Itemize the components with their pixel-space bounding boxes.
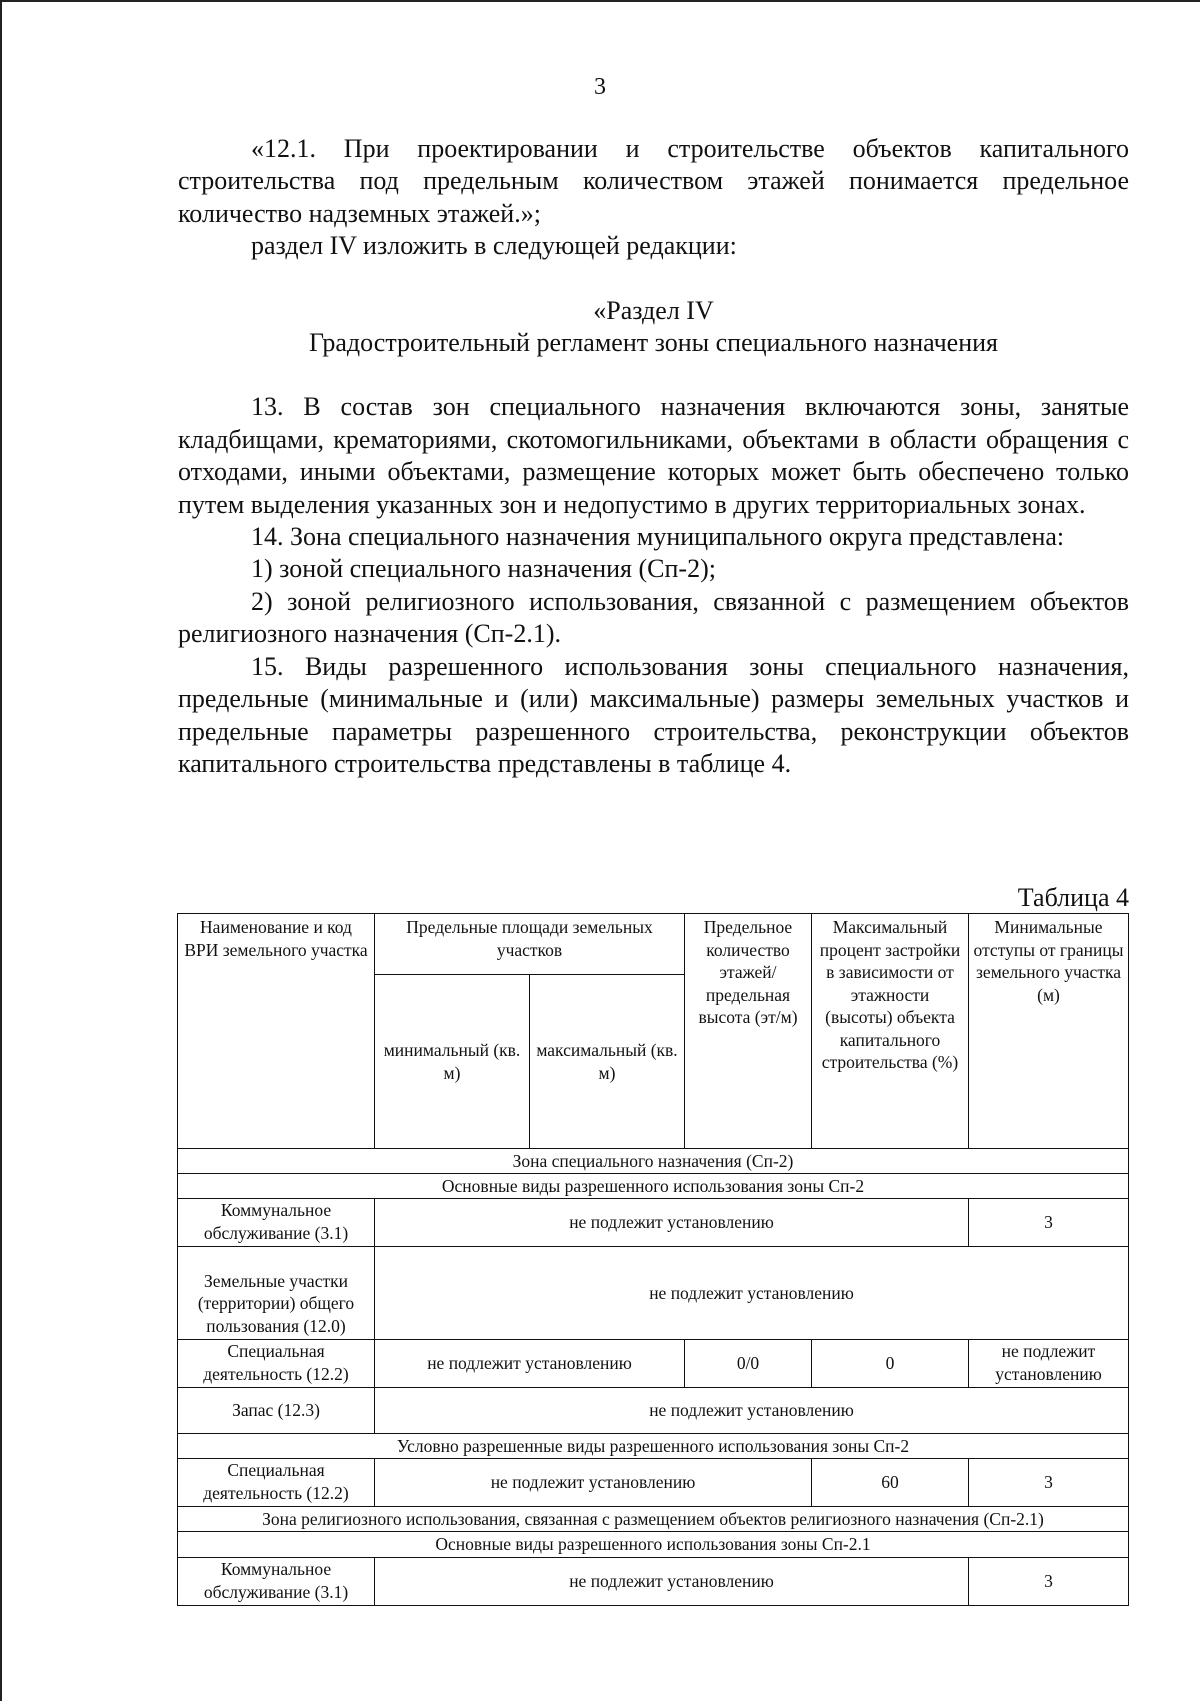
table-row	[178, 1558, 1129, 1606]
paragraph-14-1: 1) зоной специального назначения (Сп-2);	[251, 554, 716, 584]
row-value: не подлежит установлению	[375, 1247, 1129, 1340]
table-row	[178, 1199, 1129, 1247]
row-floors: 0/0	[685, 1340, 812, 1388]
section-subtitle: Градостроительный регламент зоны специального назначения	[308, 328, 999, 358]
row-name: Запас (12.3)	[178, 1388, 375, 1434]
row-percent: 60	[812, 1459, 969, 1507]
row-setback: 3	[969, 1558, 1129, 1606]
row-setback: не подлежит установлению	[969, 1340, 1129, 1388]
zone-conditional-uses-heading: Условно разрешенные виды разрешенного использования зоны Сп-2	[178, 1434, 1129, 1459]
paragraph-14-2: 2) зоной религиозного использования, связанной с размещением объектов религиозного назначения (Сп-2.1).	[178, 586, 1129, 649]
row-name: Земельные участки (территории) общего пользования (12.0)	[178, 1247, 375, 1340]
row-value: не подлежит установлению	[375, 1199, 969, 1247]
section-title: «Раздел IV	[593, 295, 714, 325]
body-text-top	[178, 133, 1129, 780]
header-name: Наименование и код ВРИ земельного участка	[178, 914, 375, 1149]
header-area-min: минимальный (кв. м)	[375, 975, 530, 1149]
page-number: 3	[594, 74, 606, 100]
row-name: Коммунальное обслуживание (3.1)	[178, 1558, 375, 1606]
row-value: не подлежит установлению	[375, 1459, 812, 1507]
zone-heading: Зона специального назначения (Сп-2)	[178, 1149, 1129, 1174]
paragraph-14: 14. Зона специального назначения муниципального округа представлена:	[251, 522, 1065, 552]
zone-main-uses-heading: Основные виды разрешенного использования зоны Сп-2.1	[178, 1532, 1129, 1558]
table-row	[178, 1340, 1129, 1388]
table-caption: Таблица 4	[1017, 883, 1129, 912]
paragraph-12-1: «12.1. При проектировании и строительстве объектов капитального строительства под предельным количеством этажей понимается предельное количество надземных этажей.»;	[178, 134, 1129, 228]
header-percent: Максимальный процент застройки в зависимости от этажности (высоты) объекта капитального строительства (%)	[812, 914, 969, 1149]
row-value: не подлежит установлению	[375, 1388, 1129, 1434]
table-row	[178, 1459, 1129, 1507]
row-setback: 3	[969, 1459, 1129, 1507]
scan-edge-left	[0, 0, 2, 1701]
paragraph-13: 13. В состав зон специального назначения включаются зоны, занятые кладбищами, крематориями, скотомогильниками, объектами в области обращения с отходами, иными объектами, размещение которых может быть обеспечено только путем выделения указанных зон и недопустимо в других территориальных зонах.	[178, 392, 1129, 519]
scan-edge-top	[0, 0, 1200, 2]
row-name: Специальная деятельность (12.2)	[178, 1340, 375, 1388]
zone-heading: Зона религиозного использования, связанная с размещением объектов религиозного назначения (Сп-2.1)	[178, 1507, 1129, 1532]
paragraph-15: 15. Виды разрешенного использования зоны специального назначения, предельные (минимальные и (или) максимальные) размеры земельных участков и предельные параметры разрешенного строительства, реконструкции объектов капитального строительства представлены в таблице 4.	[178, 651, 1129, 778]
zone-main-uses-heading: Основные виды разрешенного использования зоны Сп-2	[178, 1174, 1129, 1199]
header-setback: Минимальные отступы от границы земельного участка (м)	[969, 914, 1129, 1149]
row-setback: 3	[969, 1199, 1129, 1247]
header-area-max: максимальный (кв. м)	[530, 975, 685, 1149]
table-row	[178, 1247, 1129, 1340]
row-name: Коммунальное обслуживание (3.1)	[178, 1199, 375, 1247]
regulation-table	[177, 913, 1129, 1606]
header-floors: Предельное количество этажей/ предельная высота (эт/м)	[685, 914, 812, 1149]
row-name: Специальная деятельность (12.2)	[178, 1459, 375, 1507]
row-value: не подлежит установлению	[375, 1558, 969, 1606]
paragraph-section-intro: раздел IV изложить в следующей редакции:	[251, 231, 737, 261]
header-area: Предельные площади земельных участков	[375, 914, 685, 975]
row-percent: 0	[812, 1340, 969, 1388]
row-area: не подлежит установлению	[375, 1340, 685, 1388]
table-row	[178, 1388, 1129, 1434]
